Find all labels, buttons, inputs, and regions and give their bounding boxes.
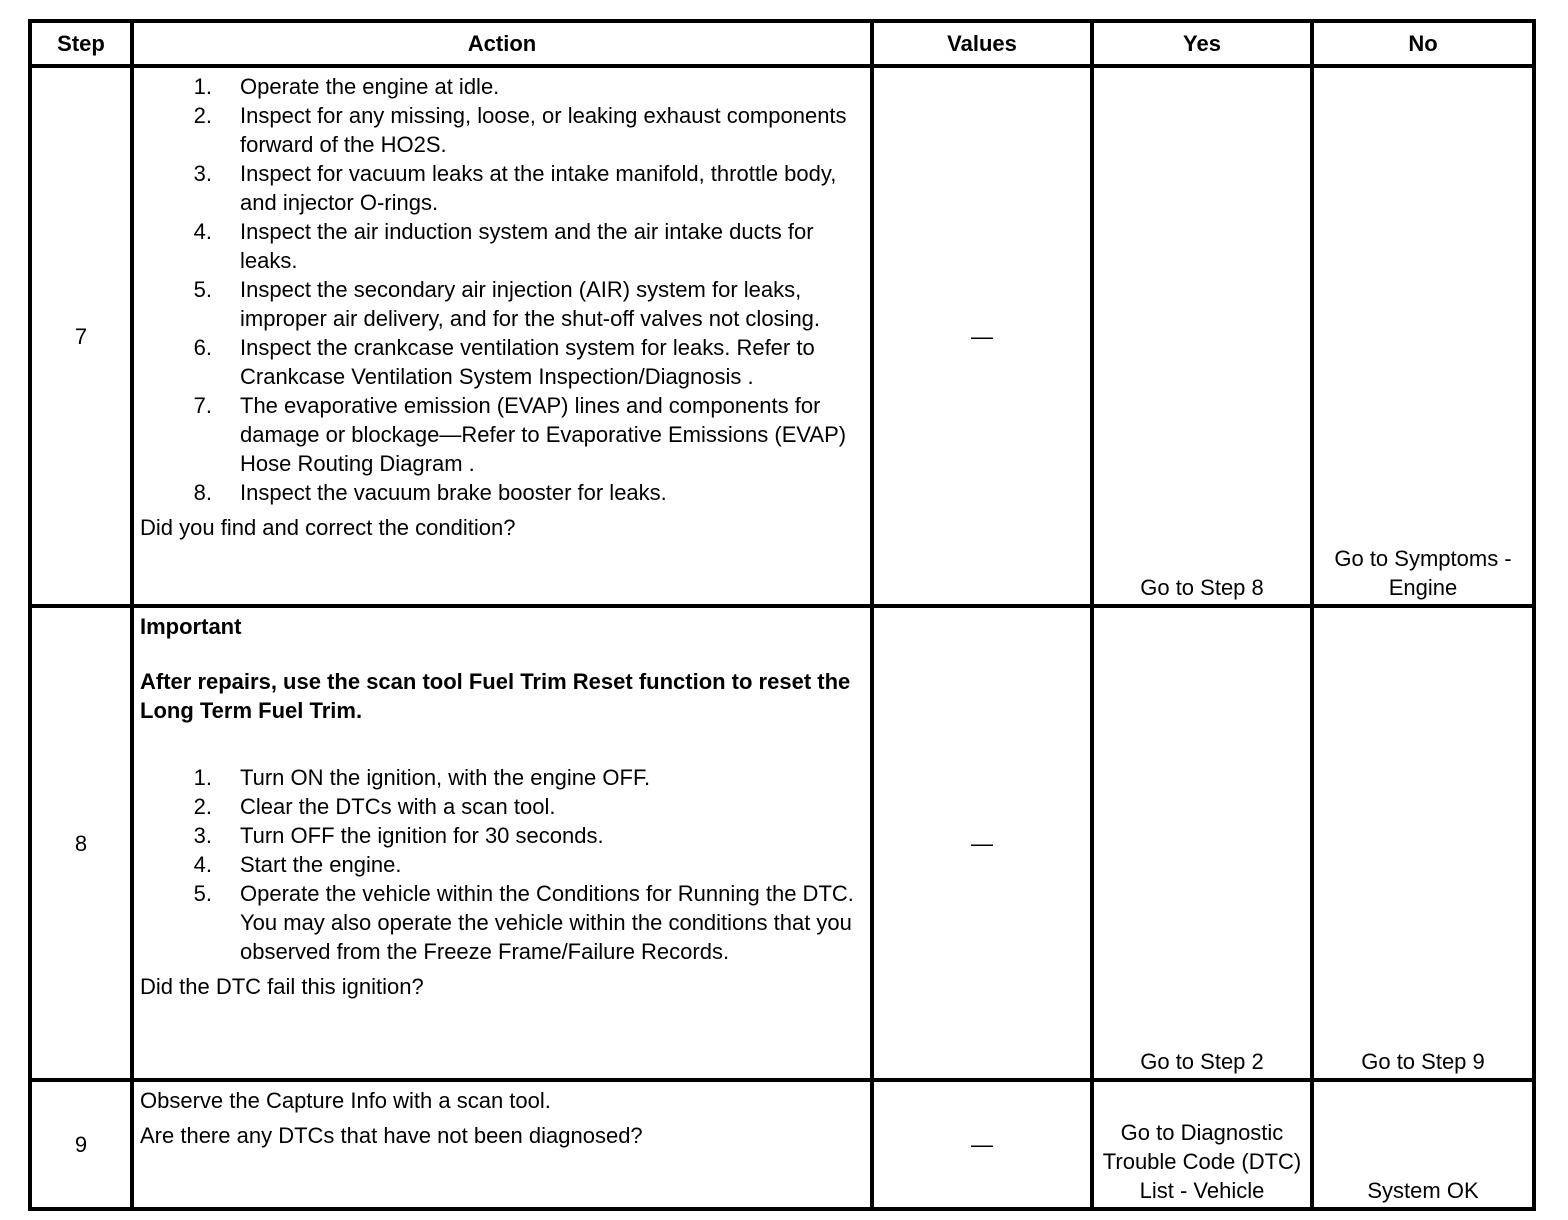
instruction-item: 3. Inspect for vacuum leaks at the intake manifold, throttle body, and injector O-rings.	[193, 161, 837, 215]
header-no: No	[1312, 21, 1534, 66]
header-values: Values	[872, 21, 1092, 66]
action-cell	[132, 1080, 872, 1209]
instruction-item: 5. Inspect the secondary air injection (AIR) system for leaks, improper air delivery, and for the shut-off valves not closing.	[193, 277, 821, 331]
instruction-item: 5. Operate the vehicle within the Conditions for Running the DTC. You may also operate the vehicle within the conditions that you observed from the Freeze Frame/Failure Records.	[193, 881, 854, 964]
instruction-item: 3. Turn OFF the ignition for 30 seconds.	[193, 823, 604, 848]
header-yes: Yes	[1092, 21, 1312, 66]
header-row	[30, 21, 1534, 66]
yes-cell: Go to Step 2	[1092, 606, 1312, 1080]
values-cell	[872, 1080, 1092, 1209]
step-number: 8	[30, 606, 132, 1080]
values-dash: —	[971, 830, 993, 856]
instruction-list	[140, 72, 864, 507]
step-number: 7	[30, 66, 132, 606]
yes-cell: Go to Diagnostic Trouble Code (DTC) List - Vehicle	[1092, 1080, 1312, 1209]
header-action: Action	[132, 21, 872, 66]
values-dash: —	[971, 1132, 993, 1157]
instruction-item: 2. Clear the DTCs with a scan tool.	[193, 794, 556, 819]
values-dash: —	[971, 323, 993, 349]
no-cell: Go to Symptoms - Engine	[1312, 66, 1534, 606]
instruction-item: 1. Turn ON the ignition, with the engine OFF.	[193, 765, 651, 790]
instruction-item: 7. The evaporative emission (EVAP) lines and components for damage or blockage—Refer to Evaporative Emissions (EVAP) Hose Routing Diagram .	[193, 393, 847, 476]
no-cell: Go to Step 9	[1312, 606, 1534, 1080]
values-cell	[872, 606, 1092, 1080]
question-text: Did you find and correct the condition?	[140, 515, 516, 540]
table-row-step-9	[30, 1080, 1534, 1209]
yes-cell: Go to Step 8	[1092, 66, 1312, 606]
instruction-item: 4. Inspect the air induction system and the air intake ducts for leaks.	[193, 219, 814, 273]
instruction-text: Observe the Capture Info with a scan tool.	[140, 1088, 551, 1113]
instruction-item: 1. Operate the engine at idle.	[193, 74, 500, 99]
question-text: Are there any DTCs that have not been diagnosed?	[140, 1123, 643, 1148]
table-row-step-7	[30, 66, 1534, 606]
header-step: Step	[30, 21, 132, 66]
instruction-item: 6. Inspect the crankcase ventilation system for leaks. Refer to Crankcase Ventilation System Inspection/Diagnosis .	[193, 335, 815, 389]
no-cell: System OK	[1312, 1080, 1534, 1209]
important-title: Important	[140, 614, 242, 639]
question-text: Did the DTC fail this ignition?	[140, 974, 424, 999]
instruction-item: 2. Inspect for any missing, loose, or leaking exhaust components forward of the HO2S.	[193, 103, 847, 157]
important-note: After repairs, use the scan tool Fuel Trim Reset function to reset the Long Term Fuel Trim.	[140, 669, 851, 723]
instruction-list	[140, 763, 864, 966]
values-cell	[872, 66, 1092, 606]
instruction-item: 8. Inspect the vacuum brake booster for leaks.	[193, 480, 667, 505]
action-cell	[132, 606, 872, 1080]
action-cell	[132, 66, 872, 606]
table-row-step-8	[30, 606, 1534, 1080]
step-number: 9	[30, 1080, 132, 1209]
diagnostic-table	[28, 19, 1536, 1211]
instruction-item: 4. Start the engine.	[193, 852, 402, 877]
